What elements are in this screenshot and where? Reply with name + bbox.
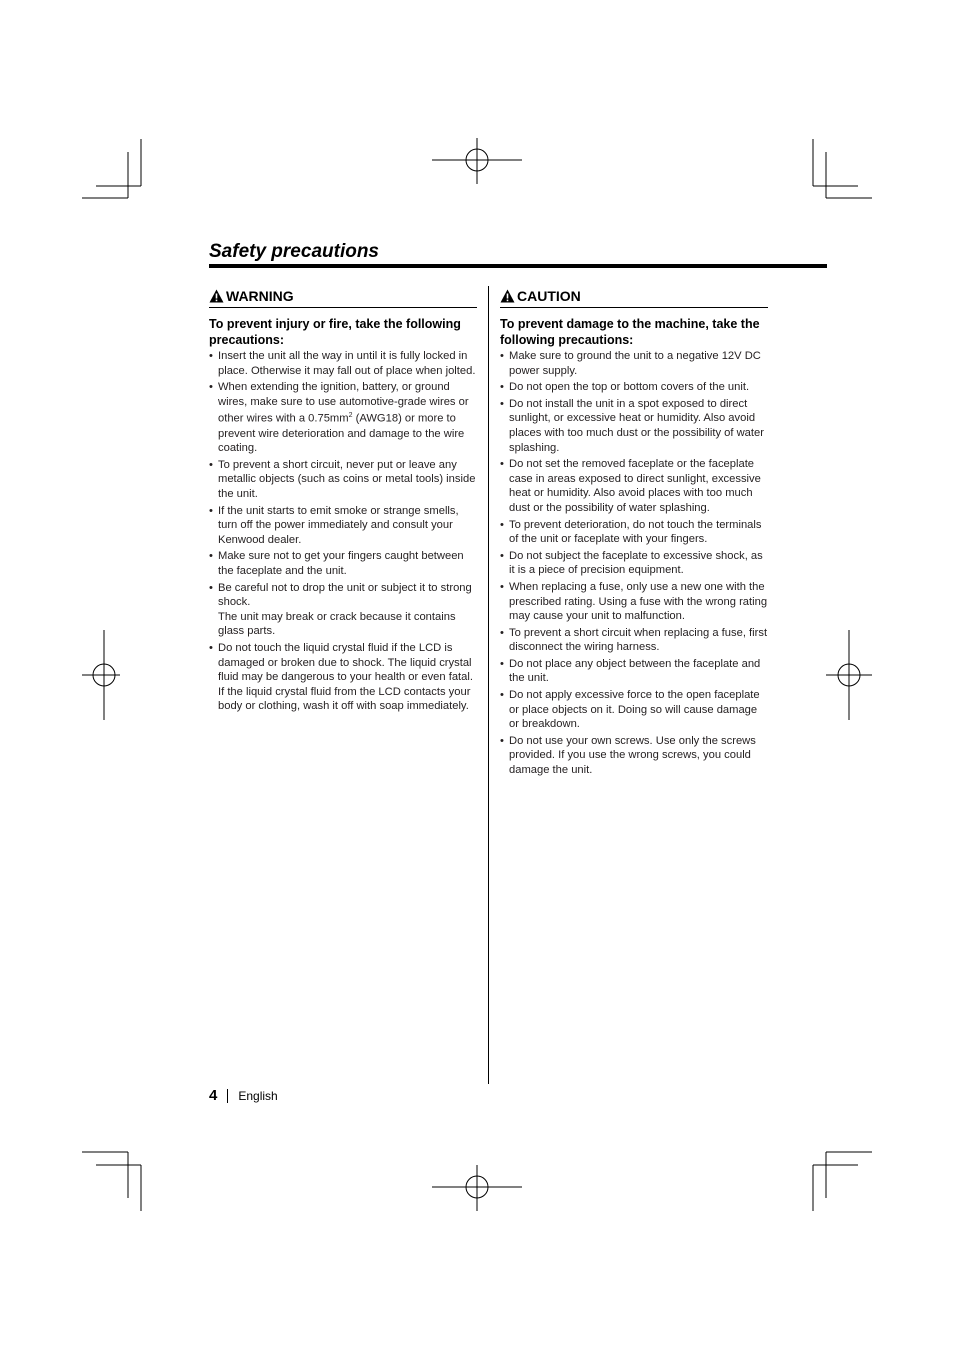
list-item: • Do not use your own screws. Use only the screws provided. If you use the wrong screws, you could damage the unit. <box>500 734 756 777</box>
list-item: • Make sure not to get your fingers caught between the faceplate and the unit. <box>209 550 464 578</box>
caution-section <box>500 286 768 780</box>
list-item: • Do not open the top or bottom covers of the unit. <box>500 381 750 394</box>
list-item: • Do not apply excessive force to the open faceplate or place objects on it. Doing so will cause damage or breakdown. <box>500 689 760 731</box>
title-rule <box>209 264 827 268</box>
warning-heading <box>209 286 477 308</box>
list-item: • To prevent deterioration, do not touch the terminals of the unit or faceplate with your fingers. <box>500 518 762 546</box>
warning-list <box>209 349 477 714</box>
list-item: • If the unit starts to emit smoke or strange smells, turn off the power immediately and consult your Kenwood dealer. <box>209 504 459 546</box>
list-item: • To prevent a short circuit when replacing a fuse, first disconnect the wiring harness. <box>500 626 768 654</box>
list-item: • Be careful not to drop the unit or subject it to strong shock. The unit may break or crack because it contains glass parts. <box>209 581 472 638</box>
footer-separator <box>227 1089 228 1103</box>
caution-heading <box>500 286 768 308</box>
list-item: • When extending the ignition, battery, or ground wires, make sure to use automotive-grade wires or other wires with a $0.75mm^2$ (AWG18) or more to prevent wire deterioration and damage to the wire coating. <box>209 381 469 455</box>
caution-heading-label: CAUTION <box>517 288 581 304</box>
warning-heading-label: WARNING <box>226 288 294 304</box>
list-item: • Do not set the removed faceplate or the faceplate case in areas exposed to direct sunlight, excessive heat or humidity. Also avoid places with too much dust or the possibility of water splashing. <box>500 458 761 514</box>
list-item: • Do not touch the liquid crystal fluid if the LCD is damaged or broken due to shock. The liquid crystal fluid may be dangerous to your health or even fatal. If the liquid crystal fluid from the LCD contacts your body or clothing, wash it off with soap immediately. <box>209 642 473 713</box>
list-item: • When replacing a fuse, only use a new one with the prescribed rating. Using a fuse with the wrong rating may cause your unit to malfunction. <box>500 580 768 623</box>
list-item: • Do not place any object between the faceplate and the unit. <box>500 657 761 685</box>
caution-list <box>500 349 768 778</box>
list-item: • Insert the unit all the way in until it is fully locked in place. Otherwise it may fall out of place when jolted. <box>209 350 476 377</box>
page-language: English <box>238 1089 278 1103</box>
list-item: • Make sure to ground the unit to a negative 12V DC power supply. <box>500 350 761 377</box>
column-divider <box>488 286 489 1084</box>
page-number: 4 <box>209 1087 218 1104</box>
list-item: • To prevent a short circuit, never put or leave any metallic objects (such as coins or metal tools) inside the unit. <box>209 458 476 501</box>
list-item: • Do not subject the faceplate to excessive shock, as it is a piece of precision equipment. <box>500 549 763 577</box>
warning-triangle-icon <box>209 289 224 303</box>
warning-subheading: To prevent injury or fire, take the following precautions: <box>209 317 461 347</box>
list-item: • Do not install the unit in a spot exposed to direct sunlight, or excessive heat or humidity. Also avoid places with too much dust or the possibility of water splashing. <box>500 397 764 454</box>
page-title: Safety precautions <box>209 241 379 262</box>
warning-section <box>209 286 477 716</box>
warning-triangle-icon <box>500 289 515 303</box>
caution-subheading: To prevent damage to the machine, take the following precautions: <box>500 317 760 347</box>
page-footer <box>209 1087 278 1104</box>
